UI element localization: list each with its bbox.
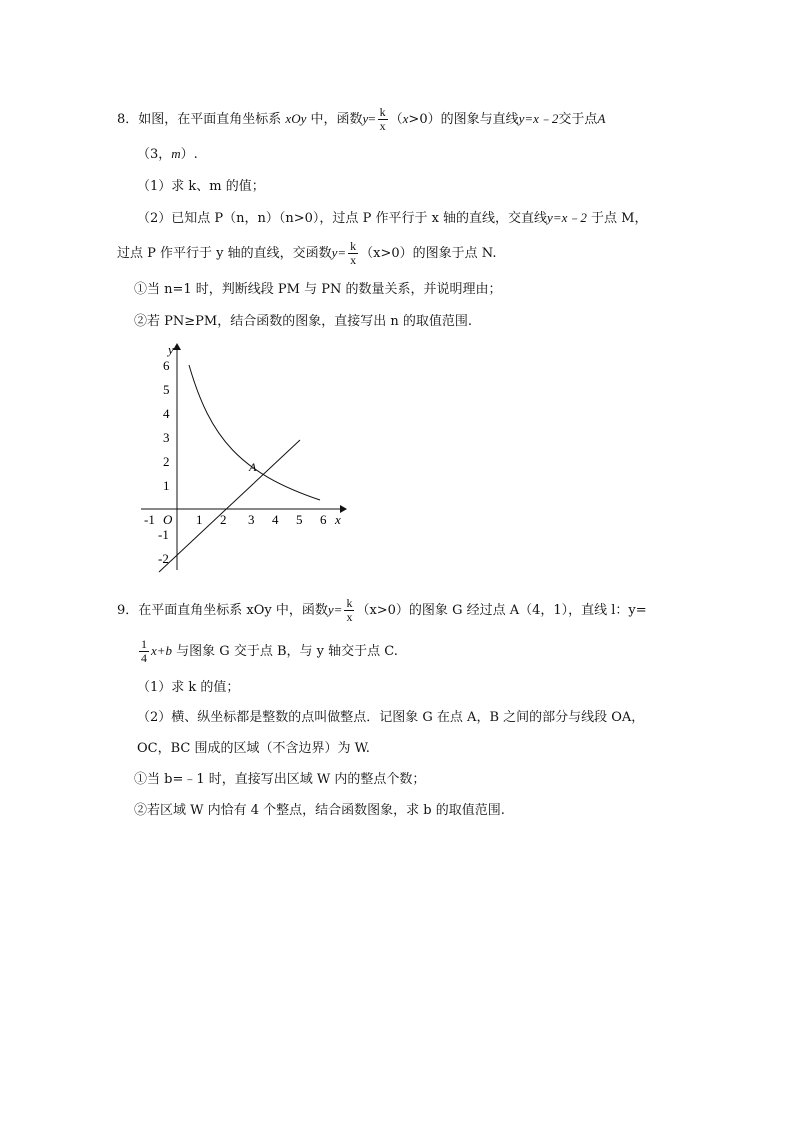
q8-stem-line1: 8．如图，在平面直角坐标系 xOy 中，函数y= $\frac{k}{x}$ （x>0）的图象与直线y=x﹣2交于点A xyxy=(117,105,606,133)
q9-part2-line2: OC，BC 围成的区域（不含边界）为 W. xyxy=(137,741,370,756)
y-tick: -2 xyxy=(158,551,169,566)
y-tick: 5 xyxy=(163,382,170,397)
q9-stem-line2: $\frac{1}{4}$ x+b 与图象 G 交于点 B，与 y 轴交于点 C. xyxy=(141,637,398,665)
x-tick: 2 xyxy=(220,512,227,527)
line-y-x-minus-2 xyxy=(159,440,300,572)
q8-part2-fraction: $\frac{k}{x}$ xyxy=(350,239,357,267)
point-a-label: A xyxy=(249,460,257,474)
q9-part1: （1）求 k 的值； xyxy=(137,680,240,695)
q9-fraction: $\frac{k}{x}$ xyxy=(346,596,353,624)
q9-part2-line1: （2）横、纵坐标都是整数的点叫做整点．记图象 G 在点 A，B 之间的部分与线段 OA， xyxy=(137,710,645,725)
q9-fraction-quarter: $\frac{1}{4}$ xyxy=(141,637,147,665)
q8-number: 8． xyxy=(117,112,139,127)
y-tick: -1 xyxy=(158,527,169,542)
x-tick: 3 xyxy=(248,512,255,527)
q8-sub2: ②若 PN≥PM，结合函数的图象，直接写出 n 的取值范围. xyxy=(134,314,472,329)
x-tick: -1 xyxy=(144,512,155,527)
q8-stem-line2: （3，m）. xyxy=(137,146,198,162)
function-graph xyxy=(130,338,360,578)
x-axis-arrow xyxy=(340,505,347,513)
y-tick: 6 xyxy=(163,358,170,373)
origin-label: O xyxy=(163,512,173,527)
x-tick: 4 xyxy=(272,512,279,527)
y-tick: 4 xyxy=(163,406,170,421)
hyperbola-curve xyxy=(189,365,320,500)
q8-part2-line1: （2）已知点 P（n，n）（n>0），过点 P 作平行于 x 轴的直线，交直线y=x﹣2 于点 M， xyxy=(137,210,648,226)
q9-stem-line1: 9．在平面直角坐标系 xOy 中，函数y= $\frac{k}{x}$ （x>0）的图象 G 经过点 A（4，1），直线 l：y= xyxy=(117,596,647,624)
x-tick: 6 xyxy=(320,512,327,527)
y-axis-label: y xyxy=(168,342,174,357)
q9-number: 9． xyxy=(117,603,139,618)
y-axis-arrow xyxy=(173,343,181,350)
x-axis-label: x xyxy=(335,512,341,527)
y-tick: 3 xyxy=(163,430,170,445)
q9-sub1: ①当 b=﹣1 时，直接写出区域 W 内的整点个数； xyxy=(134,772,426,787)
q8-part2-line2: 过点 P 作平行于 y 轴的直线，交函数y= $\frac{k}{x}$ （x>0）的图象于点 N. xyxy=(117,239,497,267)
q9-sub2: ②若区域 W 内恰有 4 个整点，结合函数图象，求 b 的取值范围. xyxy=(134,803,505,818)
y-tick: 2 xyxy=(163,454,170,469)
x-tick: 5 xyxy=(296,512,303,527)
x-tick: 1 xyxy=(196,512,203,527)
q8-part1: （1）求 k、m 的值； xyxy=(137,179,265,194)
q8-fraction: $\frac{k}{x}$ xyxy=(379,105,386,133)
q8-sub1: ①当 n=1 时，判断线段 PM 与 PN 的数量关系，并说明理由； xyxy=(134,282,502,297)
y-tick: 1 xyxy=(163,478,170,493)
